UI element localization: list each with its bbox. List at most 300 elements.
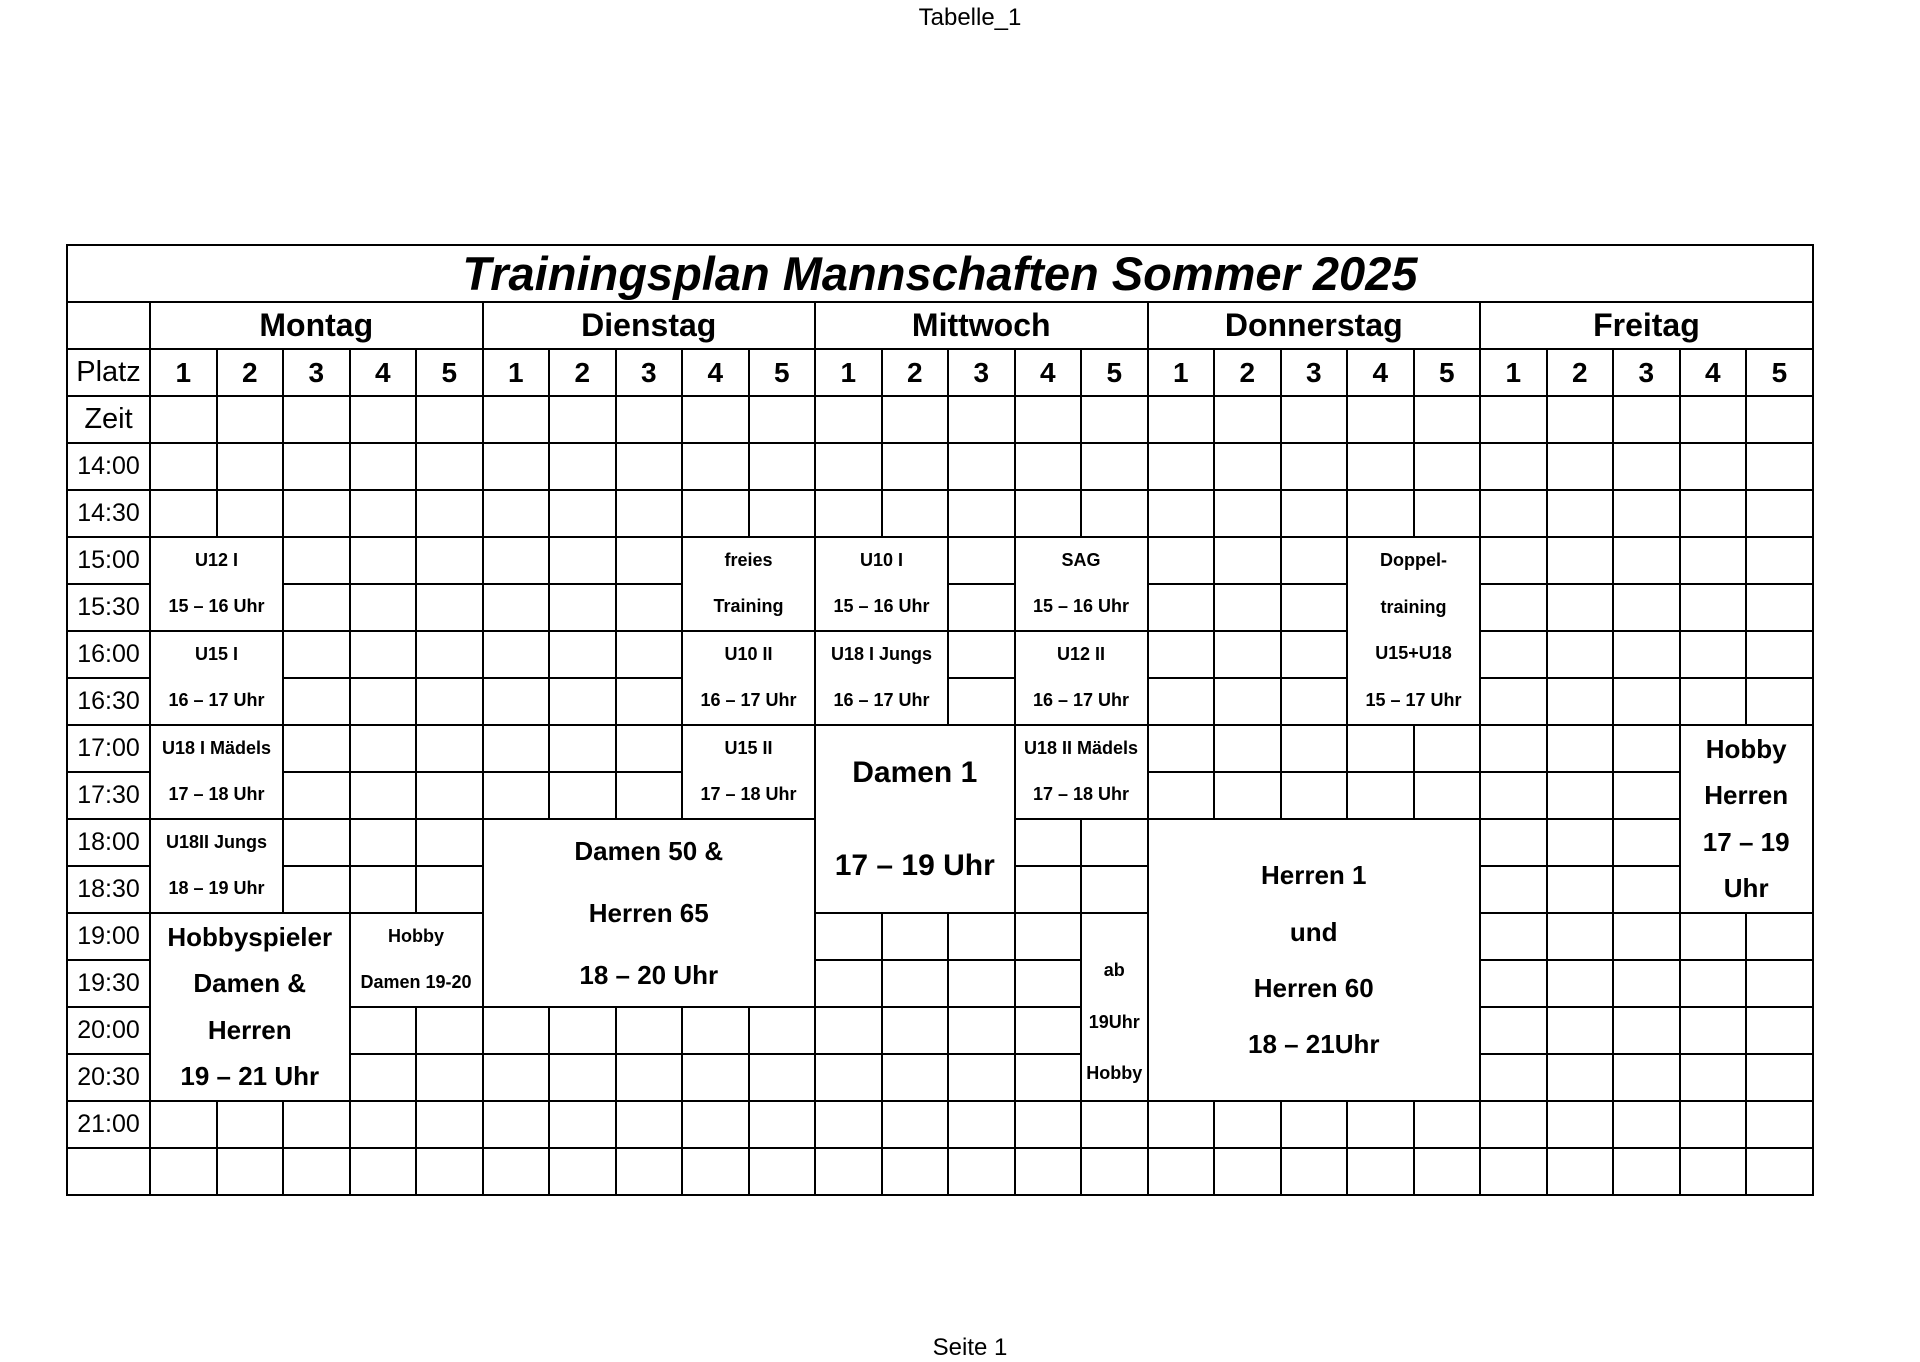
court-number: 3 — [1613, 349, 1680, 396]
empty-slot — [1746, 490, 1813, 537]
session-block — [150, 631, 283, 725]
empty-slot — [549, 490, 616, 537]
empty-slot — [483, 443, 550, 490]
empty-slot — [1214, 631, 1281, 678]
empty-slot — [1680, 631, 1747, 678]
session-line: 17 – 19 — [1702, 826, 1790, 857]
empty-slot — [1746, 584, 1813, 631]
session-line: 16 – 17 Uhr — [168, 690, 265, 711]
session-block — [1680, 725, 1813, 913]
page-footer: Seite 1 — [932, 1334, 1008, 1361]
session-line: 16 – 17 Uhr — [833, 690, 930, 711]
court-number: 3 — [616, 349, 683, 396]
empty-slot — [1547, 1007, 1614, 1054]
empty-slot — [882, 490, 949, 537]
session-line: 16 – 17 Uhr — [700, 690, 797, 711]
empty-slot — [483, 1148, 550, 1195]
empty-slot — [1680, 443, 1747, 490]
session-block — [483, 819, 816, 1007]
empty-slot — [815, 1148, 882, 1195]
empty-slot — [350, 819, 417, 866]
empty-slot — [1281, 1148, 1348, 1195]
empty-slot — [1281, 490, 1348, 537]
empty-slot — [616, 537, 683, 584]
empty-slot — [1480, 725, 1547, 772]
empty-slot — [1613, 443, 1680, 490]
empty-slot — [283, 1148, 350, 1195]
empty-slot — [1547, 584, 1614, 631]
empty-slot — [882, 960, 949, 1007]
session-line: Hobbyspieler — [167, 921, 333, 952]
empty-slot — [416, 866, 483, 913]
empty-slot — [1214, 725, 1281, 772]
empty-slot — [350, 678, 417, 725]
empty-slot — [283, 584, 350, 631]
empty-slot — [1414, 1148, 1481, 1195]
empty-slot — [1015, 960, 1082, 1007]
empty-slot — [1613, 1054, 1680, 1101]
session-block — [150, 725, 283, 819]
empty-slot — [1281, 584, 1348, 631]
court-number: 5 — [1746, 349, 1813, 396]
session-line: U15+U18 — [1375, 643, 1452, 664]
corner-cell — [67, 302, 150, 349]
session-block — [1015, 537, 1148, 631]
platz-label: Platz — [67, 349, 150, 396]
empty-slot — [1746, 396, 1813, 443]
session-line: Damen 50 & — [574, 835, 724, 866]
empty-slot — [217, 1101, 284, 1148]
session-block — [815, 631, 948, 725]
empty-slot — [682, 396, 749, 443]
empty-slot — [283, 396, 350, 443]
empty-slot — [416, 490, 483, 537]
time-label: 15:00 — [67, 537, 150, 584]
empty-slot — [1613, 1148, 1680, 1195]
empty-slot — [1680, 1054, 1747, 1101]
empty-slot — [483, 537, 550, 584]
empty-slot — [948, 1007, 1015, 1054]
empty-slot — [1680, 960, 1747, 1007]
empty-slot — [815, 396, 882, 443]
court-number: 1 — [815, 349, 882, 396]
empty-slot — [549, 772, 616, 819]
session-block — [682, 631, 815, 725]
empty-slot — [217, 1148, 284, 1195]
session-line: Hobby — [1086, 1063, 1143, 1084]
empty-slot — [616, 678, 683, 725]
session-line: U12 I — [194, 550, 239, 571]
empty-slot — [1680, 396, 1747, 443]
empty-slot — [815, 443, 882, 490]
session-line: 18 – 20 Uhr — [579, 959, 719, 990]
empty-slot — [350, 396, 417, 443]
empty-slot — [1015, 443, 1082, 490]
court-number: 4 — [1680, 349, 1747, 396]
empty-slot — [1414, 1101, 1481, 1148]
time-label: 21:00 — [67, 1101, 150, 1148]
empty-slot — [416, 1054, 483, 1101]
empty-slot — [1414, 490, 1481, 537]
empty-slot — [283, 678, 350, 725]
session-line: Hobby — [1705, 733, 1787, 764]
empty-slot — [1081, 1101, 1148, 1148]
empty-slot — [1746, 1007, 1813, 1054]
empty-slot — [416, 772, 483, 819]
session-line: Damen 19-20 — [360, 972, 472, 993]
empty-slot — [616, 1101, 683, 1148]
session-line: 17 – 18 Uhr — [1032, 784, 1130, 805]
empty-slot — [1613, 631, 1680, 678]
empty-slot — [948, 631, 1015, 678]
empty-slot — [1680, 1101, 1747, 1148]
empty-slot — [283, 631, 350, 678]
day-header: Freitag — [1480, 302, 1813, 349]
court-number: 1 — [1148, 349, 1215, 396]
time-label: 18:30 — [67, 866, 150, 913]
court-number: 1 — [1480, 349, 1547, 396]
empty-slot — [416, 1148, 483, 1195]
court-number: 3 — [1281, 349, 1348, 396]
empty-slot — [350, 1007, 417, 1054]
session-line: 18 – 19 Uhr — [168, 878, 265, 899]
empty-slot — [882, 1148, 949, 1195]
empty-slot — [1547, 1101, 1614, 1148]
empty-slot — [1480, 1054, 1547, 1101]
empty-slot — [1281, 1101, 1348, 1148]
empty-slot — [682, 490, 749, 537]
session-line: und — [1289, 916, 1338, 947]
court-number: 1 — [150, 349, 217, 396]
session-line: 17 – 18 Uhr — [700, 784, 797, 805]
empty-slot — [749, 1007, 816, 1054]
session-line: Damen 1 — [852, 756, 978, 789]
empty-slot — [749, 1148, 816, 1195]
empty-slot — [1148, 772, 1215, 819]
day-header: Mittwoch — [815, 302, 1148, 349]
empty-slot — [616, 490, 683, 537]
empty-slot — [815, 1101, 882, 1148]
empty-slot — [416, 1101, 483, 1148]
session-line: Uhr — [1723, 873, 1769, 904]
empty-slot — [416, 725, 483, 772]
empty-slot — [1680, 678, 1747, 725]
court-number: 3 — [948, 349, 1015, 396]
empty-slot — [350, 772, 417, 819]
empty-slot — [1214, 490, 1281, 537]
empty-slot — [483, 1007, 550, 1054]
empty-slot — [483, 1054, 550, 1101]
empty-slot — [483, 772, 550, 819]
court-number: 2 — [1547, 349, 1614, 396]
empty-slot — [1480, 1007, 1547, 1054]
empty-slot — [1281, 631, 1348, 678]
empty-slot — [549, 1101, 616, 1148]
court-number: 2 — [1214, 349, 1281, 396]
empty-slot — [1347, 725, 1414, 772]
session-block — [1148, 819, 1481, 1101]
empty-slot — [1613, 772, 1680, 819]
empty-slot — [1746, 1101, 1813, 1148]
empty-slot — [1547, 678, 1614, 725]
empty-slot — [1680, 584, 1747, 631]
session-block — [1015, 631, 1148, 725]
empty-slot — [1148, 1148, 1215, 1195]
empty-slot — [1148, 537, 1215, 584]
empty-slot — [749, 396, 816, 443]
empty-slot — [483, 396, 550, 443]
empty-slot — [616, 584, 683, 631]
empty-slot — [416, 443, 483, 490]
empty-slot — [1613, 1007, 1680, 1054]
empty-slot — [350, 1101, 417, 1148]
empty-slot — [1547, 1054, 1614, 1101]
empty-slot — [749, 1054, 816, 1101]
empty-slot — [1480, 1101, 1547, 1148]
session-line: Herren — [1704, 780, 1789, 811]
court-number: 2 — [882, 349, 949, 396]
empty-slot — [1148, 490, 1215, 537]
session-line: 19Uhr — [1088, 1011, 1140, 1032]
empty-slot — [1547, 819, 1614, 866]
empty-slot — [948, 490, 1015, 537]
time-label — [67, 1148, 150, 1195]
session-block — [1081, 913, 1148, 1101]
empty-slot — [1015, 1101, 1082, 1148]
empty-slot — [549, 631, 616, 678]
empty-slot — [1746, 678, 1813, 725]
empty-slot — [1746, 631, 1813, 678]
court-number: 4 — [350, 349, 417, 396]
session-line: U10 I — [859, 550, 904, 571]
empty-slot — [815, 1007, 882, 1054]
empty-slot — [1480, 537, 1547, 584]
empty-slot — [1480, 913, 1547, 960]
session-line: 18 – 21Uhr — [1247, 1028, 1380, 1059]
empty-slot — [1547, 772, 1614, 819]
empty-slot — [1480, 631, 1547, 678]
empty-slot — [1480, 678, 1547, 725]
empty-slot — [150, 443, 217, 490]
session-line: freies — [724, 550, 773, 571]
session-block — [815, 537, 948, 631]
court-number: 5 — [416, 349, 483, 396]
court-number: 5 — [1414, 349, 1481, 396]
empty-slot — [882, 443, 949, 490]
empty-slot — [1746, 960, 1813, 1007]
empty-slot — [350, 866, 417, 913]
session-line: Damen & — [193, 968, 307, 999]
empty-slot — [1547, 913, 1614, 960]
session-block — [150, 819, 283, 913]
session-line: 15 – 16 Uhr — [1032, 596, 1130, 617]
empty-slot — [682, 1148, 749, 1195]
empty-slot — [283, 772, 350, 819]
empty-slot — [1613, 1101, 1680, 1148]
empty-slot — [948, 1148, 1015, 1195]
training-plan-table — [66, 244, 1814, 1196]
session-line: Doppel- — [1380, 550, 1447, 571]
empty-slot — [1015, 490, 1082, 537]
session-block — [682, 537, 815, 631]
empty-slot — [283, 1101, 350, 1148]
empty-slot — [1480, 772, 1547, 819]
time-label: 18:00 — [67, 819, 150, 866]
session-block — [1347, 537, 1480, 725]
session-line: U18 I Mädels — [161, 738, 272, 759]
empty-slot — [1015, 1054, 1082, 1101]
day-header: Donnerstag — [1148, 302, 1481, 349]
time-label: 15:30 — [67, 584, 150, 631]
empty-slot — [1148, 443, 1215, 490]
empty-slot — [1015, 1007, 1082, 1054]
empty-slot — [1414, 772, 1481, 819]
empty-slot — [948, 1054, 1015, 1101]
empty-slot — [815, 1054, 882, 1101]
session-line: 15 – 17 Uhr — [1365, 689, 1462, 710]
empty-slot — [1148, 631, 1215, 678]
session-line: 15 – 16 Uhr — [833, 596, 930, 617]
empty-slot — [749, 443, 816, 490]
empty-slot — [1547, 443, 1614, 490]
empty-slot — [1281, 443, 1348, 490]
court-number: 2 — [549, 349, 616, 396]
empty-slot — [1680, 1007, 1747, 1054]
empty-slot — [616, 1007, 683, 1054]
empty-slot — [948, 678, 1015, 725]
empty-slot — [416, 537, 483, 584]
empty-slot — [549, 537, 616, 584]
zeit-label: Zeit — [67, 396, 150, 443]
empty-slot — [1613, 678, 1680, 725]
empty-slot — [1480, 819, 1547, 866]
empty-slot — [1148, 396, 1215, 443]
session-block — [150, 913, 350, 1101]
session-block — [815, 725, 1015, 913]
empty-slot — [150, 490, 217, 537]
empty-slot — [948, 396, 1015, 443]
empty-slot — [882, 396, 949, 443]
empty-slot — [1347, 490, 1414, 537]
empty-slot — [150, 1148, 217, 1195]
empty-slot — [350, 1148, 417, 1195]
empty-slot — [749, 490, 816, 537]
empty-slot — [882, 1101, 949, 1148]
empty-slot — [1347, 772, 1414, 819]
empty-slot — [1480, 1148, 1547, 1195]
empty-slot — [1480, 443, 1547, 490]
session-line: ab — [1103, 960, 1125, 981]
empty-slot — [749, 1101, 816, 1148]
empty-slot — [882, 1054, 949, 1101]
empty-slot — [1613, 819, 1680, 866]
empty-slot — [1281, 678, 1348, 725]
session-line: Herren — [207, 1014, 292, 1045]
empty-slot — [1148, 678, 1215, 725]
empty-slot — [948, 960, 1015, 1007]
empty-slot — [1081, 819, 1148, 866]
empty-slot — [350, 725, 417, 772]
empty-slot — [350, 443, 417, 490]
empty-slot — [1081, 866, 1148, 913]
empty-slot — [483, 584, 550, 631]
empty-slot — [1281, 725, 1348, 772]
empty-slot — [416, 819, 483, 866]
empty-slot — [1547, 960, 1614, 1007]
session-line: U18II Jungs — [165, 832, 268, 853]
empty-slot — [948, 1101, 1015, 1148]
empty-slot — [1480, 396, 1547, 443]
empty-slot — [1680, 1148, 1747, 1195]
empty-slot — [549, 396, 616, 443]
empty-slot — [1680, 490, 1747, 537]
empty-slot — [1214, 1101, 1281, 1148]
empty-slot — [483, 1101, 550, 1148]
empty-slot — [616, 631, 683, 678]
empty-slot — [1547, 396, 1614, 443]
empty-slot — [682, 1101, 749, 1148]
time-label: 14:30 — [67, 490, 150, 537]
empty-slot — [1680, 913, 1747, 960]
session-line: Herren 1 — [1261, 860, 1367, 891]
empty-slot — [1613, 584, 1680, 631]
empty-slot — [1347, 443, 1414, 490]
empty-slot — [549, 678, 616, 725]
empty-slot — [1613, 537, 1680, 584]
empty-slot — [1613, 490, 1680, 537]
empty-slot — [1680, 537, 1747, 584]
empty-slot — [1081, 490, 1148, 537]
empty-slot — [350, 584, 417, 631]
empty-slot — [1480, 866, 1547, 913]
court-number: 5 — [749, 349, 816, 396]
empty-slot — [616, 443, 683, 490]
empty-slot — [483, 631, 550, 678]
empty-slot — [682, 1054, 749, 1101]
empty-slot — [1480, 584, 1547, 631]
empty-slot — [1015, 396, 1082, 443]
empty-slot — [948, 913, 1015, 960]
empty-slot — [549, 443, 616, 490]
empty-slot — [1613, 960, 1680, 1007]
empty-slot — [1081, 396, 1148, 443]
empty-slot — [948, 537, 1015, 584]
empty-slot — [616, 772, 683, 819]
session-line: U15 I — [194, 644, 239, 665]
empty-slot — [1547, 537, 1614, 584]
empty-slot — [549, 584, 616, 631]
empty-slot — [815, 913, 882, 960]
session-line: Training — [713, 596, 784, 617]
court-number: 3 — [283, 349, 350, 396]
empty-slot — [217, 396, 284, 443]
session-line: U15 II — [724, 738, 773, 759]
empty-slot — [549, 1054, 616, 1101]
session-line: training — [1380, 596, 1447, 617]
empty-slot — [416, 1007, 483, 1054]
empty-slot — [1214, 584, 1281, 631]
empty-slot — [1347, 1148, 1414, 1195]
session-line: Hobby — [388, 926, 444, 947]
court-number: 2 — [217, 349, 284, 396]
empty-slot — [1281, 772, 1348, 819]
empty-slot — [283, 537, 350, 584]
empty-slot — [1547, 866, 1614, 913]
empty-slot — [1547, 1148, 1614, 1195]
empty-slot — [1214, 443, 1281, 490]
session-line: Herren 60 — [1253, 972, 1374, 1003]
time-label: 14:00 — [67, 443, 150, 490]
